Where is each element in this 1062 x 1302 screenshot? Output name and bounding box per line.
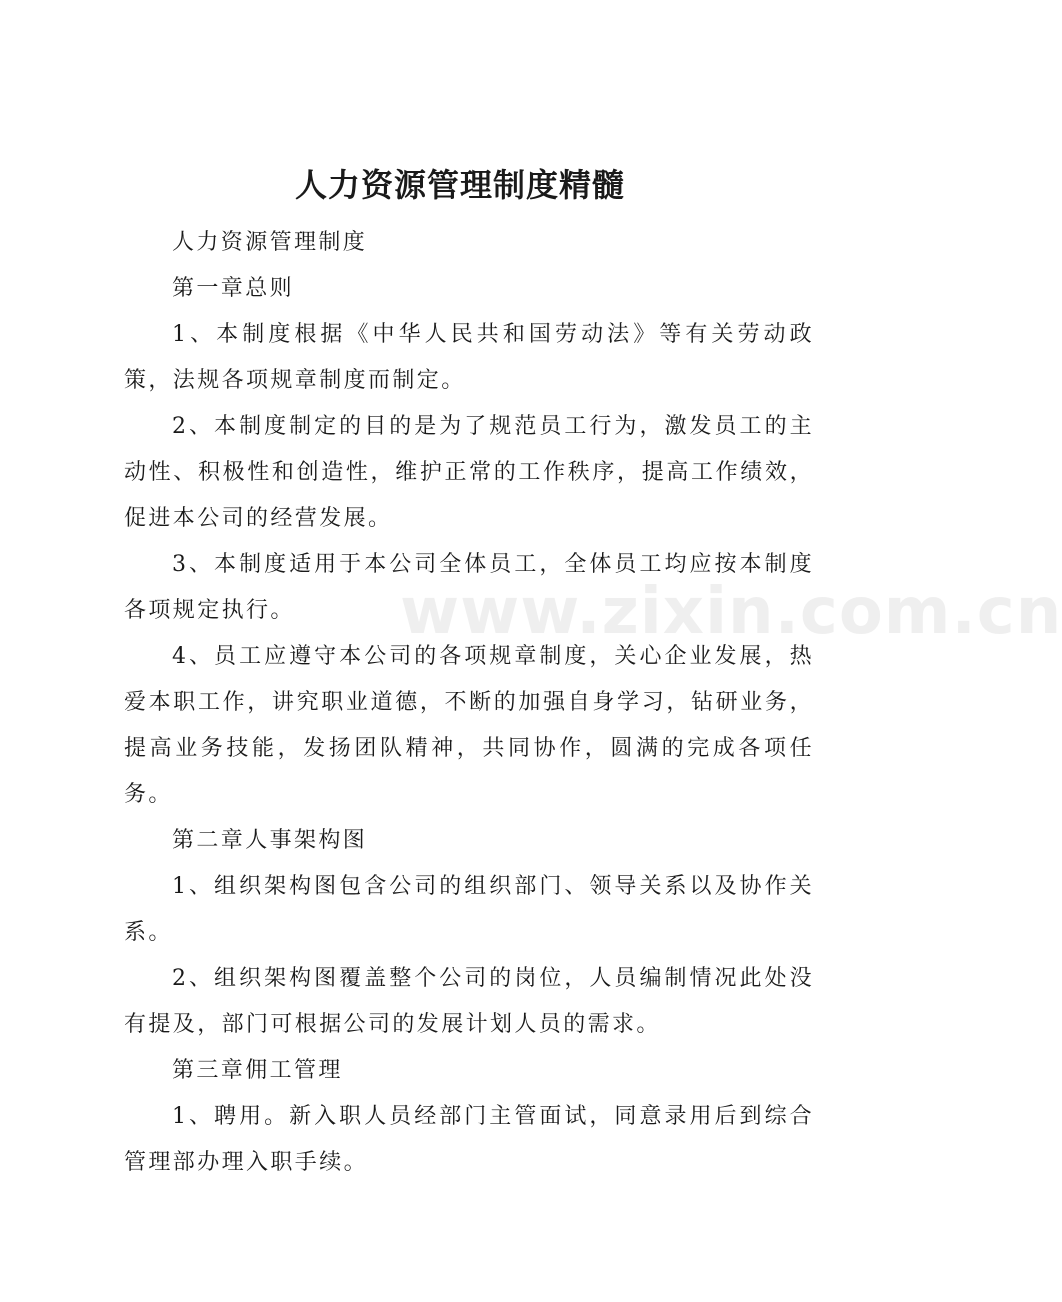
document-title: 人力资源管理制度精髓 bbox=[294, 166, 625, 204]
paragraph: 3、本制度适用于本公司全体员工，全体员工均应按本制度各项规定执行。 bbox=[124, 552, 814, 623]
paragraph: 2、组织架构图覆盖整个公司的岗位，人员编制情况此处没有提及，部门可根据公司的发展计划人员的需求。 bbox=[124, 966, 814, 1037]
chapter-heading: 第一章总则 bbox=[172, 276, 295, 301]
chapter-heading: 第三章佣工管理 bbox=[172, 1058, 343, 1083]
section-heading: 人力资源管理制度 bbox=[172, 230, 368, 255]
watermark: www.zixin.com.cn bbox=[400, 575, 1062, 649]
paragraph: 1、组织架构图包含公司的组织部门、领导关系以及协作关系。 bbox=[124, 874, 814, 945]
paragraph: 4、员工应遵守本公司的各项规章制度，关心企业发展，热爱本职工作，讲究职业道德，不断的加强自身学习，钻研业务，提高业务技能，发扬团队精神，共同协作，圆满的完成各项任务。 bbox=[124, 644, 814, 807]
paragraph: 2、本制度制定的目的是为了规范员工行为，激发员工的主动性、积极性和创造性，维护正常的工作秩序，提高工作绩效，促进本公司的经营发展。 bbox=[124, 414, 814, 531]
paragraph: 1、本制度根据《中华人民共和国劳动法》等有关劳动政策，法规各项规章制度而制定。 bbox=[124, 322, 814, 393]
chapter-heading: 第二章人事架构图 bbox=[172, 828, 368, 853]
document-body bbox=[124, 220, 814, 1186]
paragraph: 1、聘用。新入职人员经部门主管面试，同意录用后到综合管理部办理入职手续。 bbox=[124, 1104, 814, 1175]
